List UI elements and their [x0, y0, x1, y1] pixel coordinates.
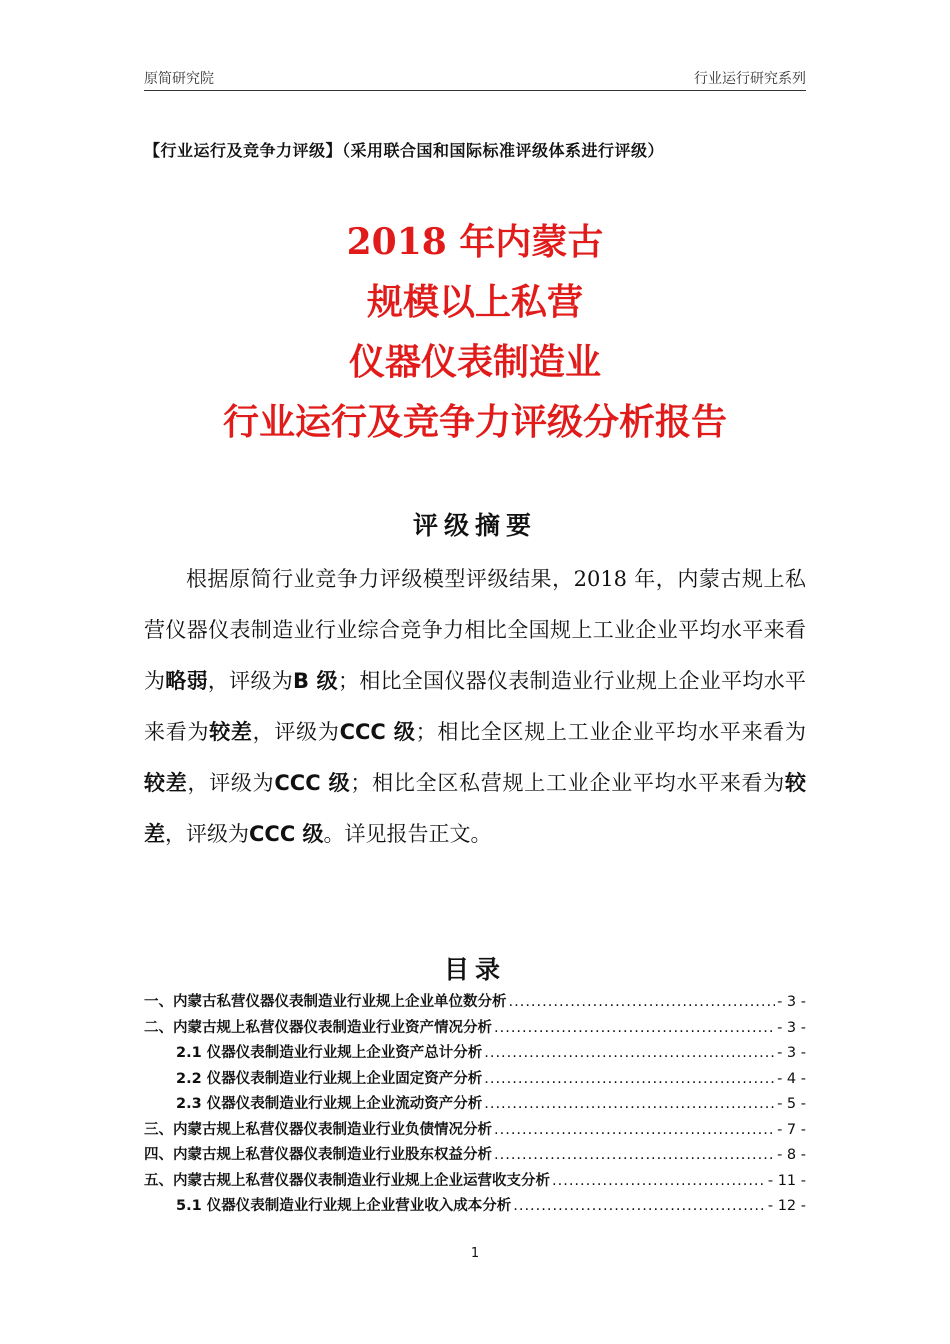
toc-leader-dots: [484, 1092, 775, 1118]
summary-emphasis: 略弱: [165, 669, 208, 693]
summary-text: ；相比全国仪器仪表制造业行业规上企业平均水平来看为: [144, 669, 807, 744]
toc-item-page: - 5 -: [777, 1096, 806, 1112]
toc-leader-dots: [484, 1067, 775, 1093]
toc-item-label: 2.2 仪器仪表制造业行业规上企业固定资产分析: [176, 1070, 483, 1087]
toc-item-label: 2.1 仪器仪表制造业行业规上企业资产总计分析: [176, 1045, 483, 1061]
summary-body: [144, 554, 806, 860]
summary-text: ，评级为: [207, 669, 294, 693]
title-line-3: 仪器仪表制造业: [348, 341, 601, 383]
toc-item-page: - 3 -: [777, 1045, 806, 1061]
toc-item-label: 三、内蒙古规上私营仪器仪表制造业行业负债情况分析: [144, 1121, 492, 1138]
summary-emphasis: CCC 级: [339, 720, 416, 744]
toc-item-label: 四、内蒙古规上私营仪器仪表制造业行业股东权益分析: [144, 1147, 492, 1163]
summary-heading: 评级摘要: [412, 511, 537, 540]
toc-item-label: 2.3 仪器仪表制造业行业规上企业流动资产分析: [176, 1096, 483, 1112]
toc-item-label: 五、内蒙古规上私营仪器仪表制造业行业规上企业运营收支分析: [144, 1172, 550, 1189]
toc-leader-dots: [494, 1016, 775, 1042]
title-line-1: 2018 年内蒙古: [346, 221, 604, 263]
toc-item[interactable]: [144, 1118, 806, 1144]
toc-leader-dots: [494, 1118, 775, 1144]
toc-item[interactable]: [144, 1067, 806, 1093]
summary-text: ，评级为: [165, 822, 249, 846]
toc-item-page: - 4 -: [777, 1070, 806, 1087]
toc-leader-dots: [552, 1169, 766, 1195]
rating-banner: 【行业运行及竞争力评级】（采用联合国和国际标准评级体系进行评级）: [144, 141, 665, 160]
toc-heading: 目录: [443, 955, 506, 984]
title-line-2: 规模以上私营: [366, 281, 583, 323]
toc-item-page: - 7 -: [777, 1121, 806, 1138]
page-number: 1: [470, 1246, 480, 1261]
toc-item[interactable]: [144, 1016, 806, 1042]
toc-item-label: 一、内蒙古私营仪器仪表制造业行业规上企业单位数分析: [144, 994, 507, 1010]
toc-item[interactable]: [144, 1143, 806, 1169]
toc-item-label: 5.1 仪器仪表制造业行业规上企业营业收入成本分析: [176, 1198, 512, 1214]
summary-text: ；相比全区私营规上工业企业平均水平来看为: [350, 771, 786, 795]
summary-emphasis: CCC 级: [274, 771, 351, 795]
toc-item[interactable]: [144, 1194, 806, 1220]
toc-item[interactable]: [144, 990, 806, 1016]
report-title: [0, 212, 950, 452]
summary-emphasis: 较差: [209, 720, 253, 744]
header-right-text: 行业运行研究系列: [694, 71, 806, 87]
toc-leader-dots: [494, 1143, 775, 1169]
summary-text: 根据原简行业竞争力评级模型评级结果，2018 年，内蒙古规上私营仪器仪表制造业行业综合竞争力相比全国规上工业企业平均水平来看为: [144, 567, 806, 693]
summary-emphasis: CCC 级: [249, 822, 324, 846]
toc-leader-dots: [509, 990, 776, 1016]
summary-text: ，评级为: [252, 720, 340, 744]
toc-item-page: - 11 -: [767, 1172, 806, 1189]
summary-emphasis: 较差: [144, 771, 807, 846]
table-of-contents: [144, 990, 806, 1220]
toc-item-page: - 8 -: [777, 1147, 806, 1163]
toc-item-page: - 3 -: [777, 1019, 806, 1036]
summary-text: ；相比全区规上工业企业平均水平来看为: [415, 720, 807, 744]
summary-emphasis: B 级: [293, 669, 338, 693]
header-left-text: 原简研究院: [144, 71, 214, 87]
summary-paragraph: [144, 554, 806, 860]
toc-item[interactable]: [144, 1169, 806, 1195]
header-rule: [144, 90, 806, 91]
title-line-4: 行业运行及竞争力评级分析报告: [222, 401, 727, 443]
toc-item-page: - 3 -: [777, 994, 806, 1010]
summary-text: ，评级为: [187, 771, 275, 795]
summary-text: 。详见报告正文。: [323, 822, 492, 846]
toc-item-page: - 12 -: [767, 1198, 806, 1214]
toc-leader-dots: [484, 1041, 775, 1067]
toc-leader-dots: [513, 1194, 766, 1220]
toc-item[interactable]: [144, 1041, 806, 1067]
toc-item-label: 二、内蒙古规上私营仪器仪表制造业行业资产情况分析: [144, 1019, 492, 1036]
summary-emphasis: 较差: [144, 771, 188, 795]
toc-item[interactable]: [144, 1092, 806, 1118]
